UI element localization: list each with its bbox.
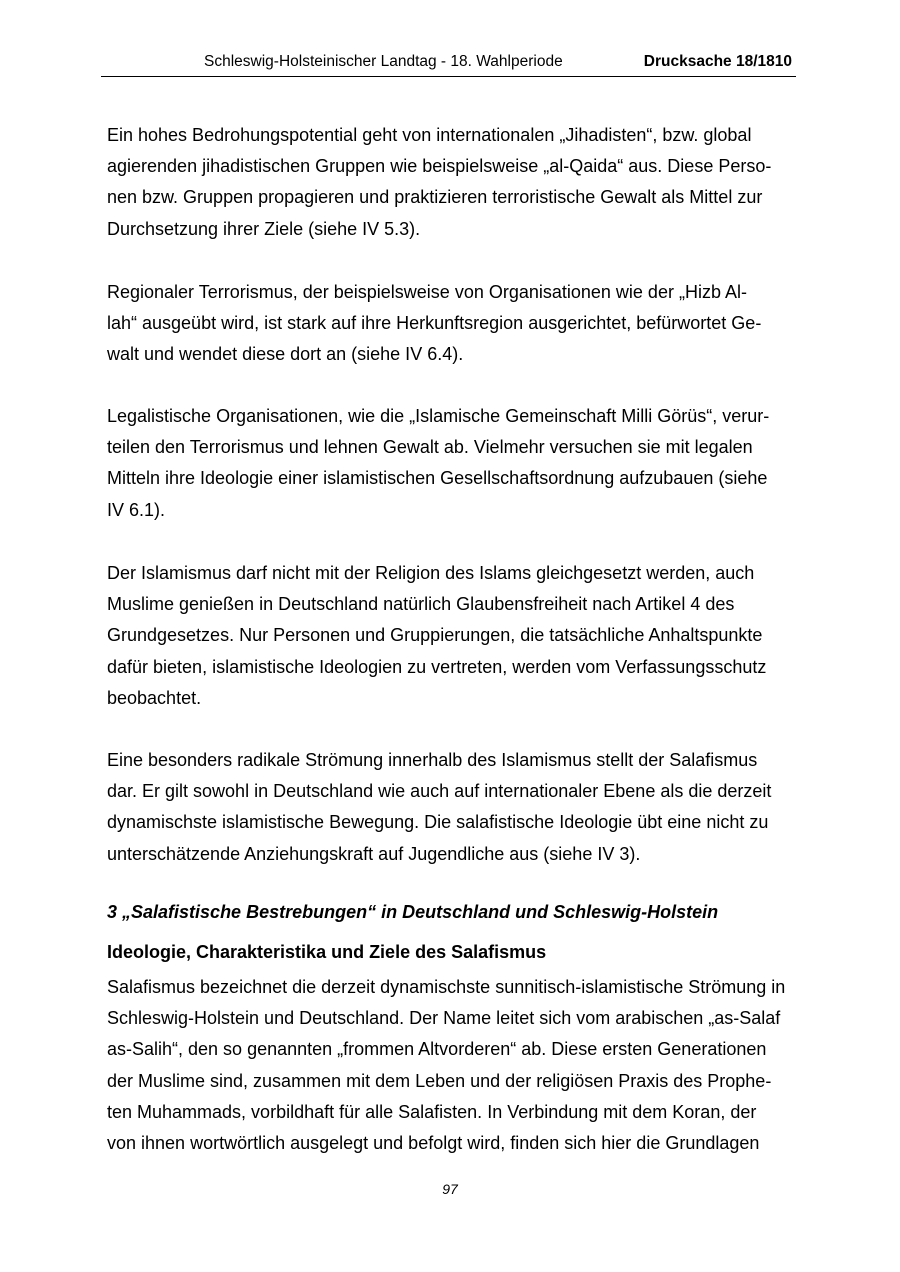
text-line: beobachtet. (107, 687, 202, 708)
text-line: Durchsetzung ihrer Ziele (siehe IV 5.3). (107, 218, 421, 239)
header-doc-number: Drucksache 18/1810 (643, 53, 792, 70)
text-line: nen bzw. Gruppen propagieren und praktizieren terroristische Gewalt als Mittel zur (107, 187, 763, 208)
text-line: Grundgesetzes. Nur Personen und Gruppierungen, die tatsächliche Anhaltspunkte (107, 625, 763, 646)
section-heading: 3 „Salafistische Bestrebungen“ in Deutschland und Schleswig-Holstein (107, 902, 719, 922)
paragraph-islamism-religion (107, 558, 797, 714)
text-line: der Muslime sind, zusammen mit dem Leben und der religiösen Praxis des Prophe- (107, 1070, 772, 1091)
text-line: IV 6.1). (107, 499, 166, 520)
text-line: Regionaler Terrorismus, der beispielsweise von Organisationen wie der „Hizb Al- (107, 282, 747, 302)
page-number: 97 (442, 1181, 458, 1197)
text-line: dar. Er gilt sowohl in Deutschland wie auch auf internationaler Ebene als die derzeit (107, 781, 772, 802)
text-line: Muslime genießen in Deutschland natürlich Glaubensfreiheit nach Artikel 4 des (107, 594, 735, 615)
text-line: Der Islamismus darf nicht mit der Religion des Islams gleichgesetzt werden, auch (107, 563, 755, 583)
page-header (101, 50, 796, 77)
header-title: Schleswig-Holsteinischer Landtag - 18. Wahlperiode (204, 53, 563, 70)
text-line: agierenden jihadistischen Gruppen wie beispielsweise „al-Qaida“ aus. Diese Perso- (107, 156, 772, 177)
text-line: as-Salih“, den so genannten „frommen Altvorderen“ ab. Diese ersten Generationen (107, 1039, 767, 1060)
text-line: Legalistische Organisationen, wie die „Islamische Gemeinschaft Milli Görüs“, verur- (107, 406, 770, 426)
text-line: Ein hohes Bedrohungspotential geht von internationalen „Jihadisten“, bzw. global (107, 125, 752, 145)
text-line: von ihnen wortwörtlich ausgelegt und befolgt wird, finden sich hier die Grundlagen (107, 1133, 760, 1154)
paragraph-salafism-definition (107, 972, 797, 1159)
text-line: Eine besonders radikale Strömung innerhalb des Islamismus stellt der Salafismus (107, 750, 758, 770)
text-line: dynamischste islamistische Bewegung. Die salafistische Ideologie übt eine nicht zu (107, 812, 769, 833)
sub-heading: Ideologie, Charakteristika und Ziele des Salafismus (107, 942, 547, 962)
text-line: dafür bieten, islamistische Ideologien zu vertreten, werden vom Verfassungsschutz (107, 656, 767, 677)
paragraph-legalistic-organisations (107, 401, 797, 526)
text-line: ten Muhammads, vorbildhaft für alle Salafisten. In Verbindung mit dem Koran, der (107, 1101, 757, 1122)
paragraph-jihadists (107, 120, 797, 245)
paragraph-regional-terrorism (107, 277, 797, 371)
text-line: Schleswig-Holstein und Deutschland. Der Name leitet sich vom arabischen „as-Salaf (107, 1008, 781, 1029)
text-line: unterschätzende Anziehungskraft auf Jugendliche aus (siehe IV 3). (107, 843, 641, 864)
paragraph-salafism-intro (107, 745, 797, 870)
text-line: Salafismus bezeichnet die derzeit dynamischste sunnitisch-islamistische Strömung in (107, 977, 786, 997)
text-line: walt und wendet diese dort an (siehe IV 6.4). (107, 344, 464, 365)
text-line: lah“ ausgeübt wird, ist stark auf ihre Herkunftsregion ausgerichtet, befürwortet Ge- (107, 313, 762, 334)
text-line: Mitteln ihre Ideologie einer islamistischen Gesellschaftsordnung aufzubauen (siehe (107, 468, 768, 489)
text-line: teilen den Terrorismus und lehnen Gewalt ab. Vielmehr versuchen sie mit legalen (107, 437, 753, 458)
